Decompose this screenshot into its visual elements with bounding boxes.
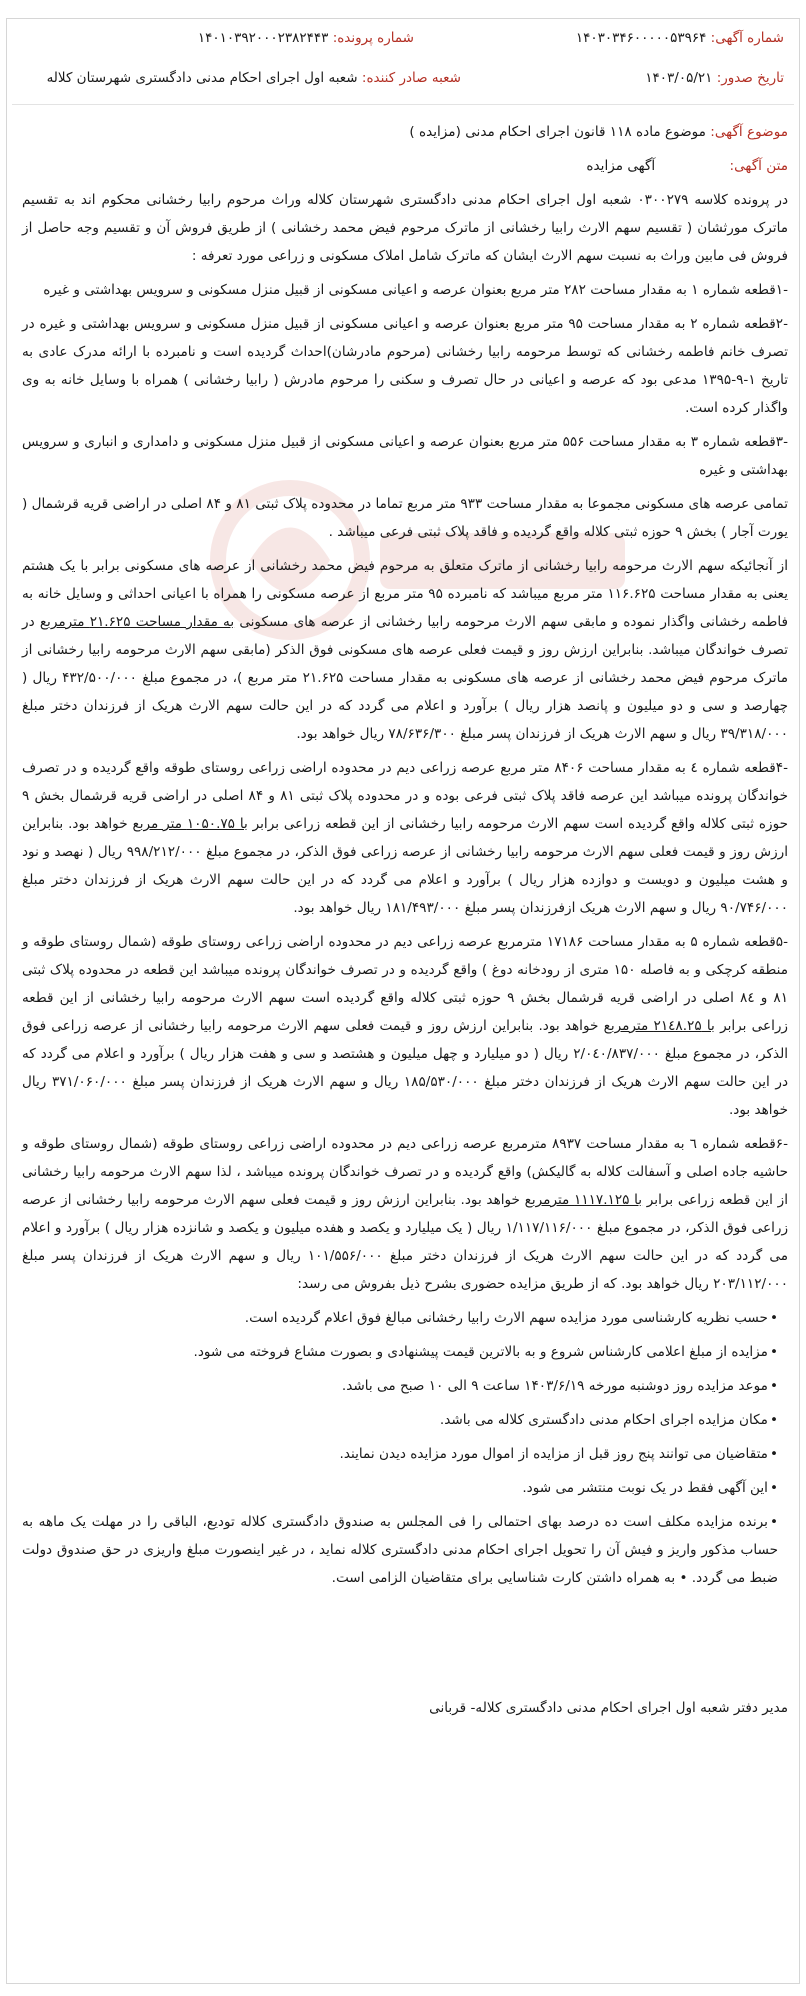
file-number-row	[198, 26, 414, 50]
underlined-area: با ۲۱٤۸.۲۵ مترمربع	[603, 1018, 715, 1034]
signature: مدیر دفتر شعبه اول اجرای احکام مدنی دادگستری کلاله- قربانی	[429, 1700, 788, 1716]
condition-item: • مکان مزایده اجرای احکام مدنی دادگستری کلاله می باشد.	[22, 1406, 788, 1434]
issuer: شعبه اول اجرای احکام مدنی دادگستری شهرستان کلاله	[46, 70, 358, 86]
residential-share-paragraph	[22, 552, 788, 748]
condition-item: • حسب نظریه کارشناسی مورد مزایده سهم الارث رابیا رخشانی مبالغ فوق اعلام گردیده است.	[22, 1304, 788, 1332]
text-run: از آنجائیکه سهم الارث مرحومه رابیا رخشانی از ماترک متعلق به مرحوم فیض محمد رخشانی از عرصه های مسکونی برابر با یک هشتم یعنی به مقدار مساحت ۱۱۶.۶۲۵ متر مربع میباشد که نامبرده ۹۵ متر مربع از عرصه مسکونی را همراه با اعیانی احداثی و وسایل خانه به فاطمه رخشانی واگذار نموده و مابقی سهم الارث مرحومه رابیا رخشانی از عرصه های مسکونی	[22, 558, 788, 630]
header-divider	[12, 104, 794, 105]
text-run: -۶قطعه شماره ٦ به مقدار مساحت ۸۹۳۷ مترمربع عرصه زراعی دیم در محدوده اراضی زراعی روستای طوقه (شمال روستای طوقه و حاشیه جاده اصلی و آسفالت کلاله به گالیکش) واقع گردیده و در تصرف خواندگان پرونده میباشد ، لذا سهم الارث مرحومه رابیا رخشانی از این قطعه زراعی برابر	[22, 1136, 788, 1208]
issue-date-label: تاریخ صدور:	[716, 70, 784, 86]
underlined-area: با ۱۰۵۰.۷۵ متر مربع	[132, 816, 248, 832]
body-title: آگهی مزایده	[586, 158, 656, 174]
text-run: در تصرف خواندگان میباشد. بنابراین ارزش روز و قیمت فعلی عرصه های مسکونی فوق الذکر (مابقی سهم الارث مرحومه رابیا رخشانی از ماترک مرحوم فیض محمد رخشانی از عرصه های مسکونی به مقدار مساحت ۲۱.۶۲۵ متر مربع )، در مجموع مبلغ ۴۳۲/۵۰۰/۰۰۰ ریال ( چهارصد و سی و دو میلیون و پانصد هزار ریال ) برآورد و اعلام می گردد که در این حالت سهم الارث هریک از فرزندان دختر مبلغ ۳۹/۳۱۸/۰۰۰ ریال و سهم الارث هریک از فرزندان پسر مبلغ ۷۸/۶۳۶/۳۰۰ ریال خواهد بود.	[22, 614, 788, 742]
issue-date: ۱۴۰۳/۰۵/۲۱	[645, 70, 713, 86]
condition-item: • این آگهی فقط در یک نوبت منتشر می شود.	[22, 1474, 788, 1502]
ad-number-row	[576, 26, 784, 50]
condition-item: • برنده مزایده مکلف است ده درصد بهای احتمالی را فی المجلس به صندوق دادگستری کلاله تودیع، الباقی را در مهلت یک ماهه به حساب مذکور واریز و فیش آن را تحویل اجرای احکام مدنی دادگستری کلاله نماید ، در غیر اینصورت مبلغ واریزی در حق صندوق دولت ضبط می گردد. • به همراه داشتن کارت شناسایی برای متقاضیان الزامی است.	[22, 1508, 788, 1592]
residential-total-paragraph: تمامی عرصه های مسکونی مجموعا به مقدار مساحت ۹۳۳ متر مربع تماما در محدوده پلاک ثبتی ۸۱ و ۸۴ اصلی در اراضی قریه قرشمال ( یورت آجار ) بخش ۹ حوزه ثبتی کلاله واقع گردیده و فاقد پلاک ثبتی فرعی میباشد .	[22, 496, 788, 540]
plot-1-paragraph: -۱قطعه شماره ۱ به مقدار مساحت ۲۸۲ متر مربع بعنوان عرصه و اعیانی مسکونی از قبیل منزل مسکونی و سرویس بهداشتی و غیره	[43, 282, 788, 298]
subject-line	[22, 118, 788, 146]
issuer-row	[47, 66, 461, 90]
issue-date-row	[645, 66, 784, 90]
ad-number: ۱۴۰۳۰۳۴۶۰۰۰۰۰۵۳۹۶۴	[575, 30, 707, 46]
condition-item: • مزایده از مبلغ اعلامی کارشناس شروع و به بالاترین قیمت پیشنهادی و بصورت مشاع فروخته می شود.	[22, 1338, 788, 1366]
ad-number-label: شماره آگهی:	[710, 30, 784, 46]
plot-2-paragraph: -۲قطعه شماره ۲ به مقدار مساحت ۹۵ متر مربع بعنوان عرصه و اعیانی مسکونی از قبیل منزل مسکونی و سرویس بهداشتی و غیره در تصرف خانم فاطمه رخشانی که توسط مرحومه رابیا رخشانی (مرحوم مادرشان)احداث گردیده است و نامبرده با ارائه مدرک عادی به تاریخ ۱-۹-۱۳۹۵ مدعی بود که عرصه و اعیانی در حال تصرف و سکنی را مرحوم مادرش ( رابیا رخشانی ) همراه با وسایل خانه به وی واگذار کرده است.	[22, 316, 789, 416]
text-run: خواهد بود. بنابراین ارزش روز و قیمت فعلی سهم الارث مرحومه رابیا رخشانی از عرصه زراعی فوق الذکر، در مجموع مبلغ ۹۹۸/۲۱۲/۰۰۰ ریال ( نهصد و نود و هشت میلیون و دویست و دوازده هزار ریال ) برآورد و اعلام می گردد که در این حالت سهم الارث هریک از فرزندان دختر مبلغ ۹۰/۷۴۶/۰۰۰ ریال و سهم الارث هریک ازفرزندان پسر مبلغ ۱۸۱/۴۹۳/۰۰۰ ریال خواهد بود.	[22, 816, 788, 916]
subject: موضوع ماده ۱۱۸ قانون اجرای احکام مدنی (مزایده )	[409, 124, 706, 140]
text-run: خواهد بود. بنابراین ارزش روز و قیمت فعلی سهم الارث مرحومه رابیا رخشانی از عرصه زراعی فوق الذکر، در مجموع مبلغ ۲/۰٤۰/۸۳۷/۰۰۰ ریال ( دو میلیارد و چهل میلیون و هشتصد و سی و هفت هزار ریال ) برآورد و اعلام می گردد که در این حالت سهم الارث هریک از فرزندان دختر مبلغ ۱۸۵/۵۳۰/۰۰۰ ریال و سهم الارث هریک از فرزندان پسر مبلغ ۳۷۱/۰۶۰/۰۰۰ ریال خواهد بود.	[22, 1018, 789, 1118]
text-run: -۴قطعه شماره ٤ به مقدار مساحت ۸۴۰۶ متر مربع عرصه زراعی دیم در محدوده اراضی زراعی روستای طوقه واقع گردیده و در تصرف خواندگان پرونده میباشد این عرصه فاقد پلاک ثبتی فرعی بوده و در محدوده پلاک ثبتی ۸۱ و ۸۴ اصلی در اراضی قریه قرشمال بخش ۹ حوزه ثبتی کلاله واقع گردیده است سهم الارث مرحومه رابیا رخشانی از این قطعه زراعی برابر	[22, 760, 789, 832]
plot-5-paragraph	[22, 928, 788, 1124]
file-number-label: شماره پرونده:	[332, 30, 414, 46]
plot-6-paragraph	[22, 1130, 788, 1298]
file-number: ۱۴۰۱۰۳۹۲۰۰۰۲۳۸۲۴۴۳	[197, 30, 329, 46]
subject-label: موضوع آگهی:	[710, 124, 788, 140]
intro-paragraph: در پرونده کلاسه ۰۳۰۰۲۷۹ شعبه اول اجرای احکام مدنی دادگستری شهرستان کلاله وراث مرحوم رابیا رخشانی محکوم اند به تقسیم ماترک مورثشان ( تقسیم سهم الارث رابیا رخشانی از ماترک مرحوم فیض محمد رخشانی ) از طریق فروش آن و تقسیم وجه حاصل از فروش فی مابین وراث به نسبت سهم الارث ایشان که ماترک شامل املاک مسکونی و زراعی مورد تعرفه :	[22, 192, 789, 264]
issuer-label: شعبه صادر کننده:	[361, 70, 461, 86]
underlined-area: به مقدار مساحت ۲۱.۶۲۵ مترمربع	[39, 614, 235, 630]
plot-4-paragraph	[22, 754, 788, 922]
body-label: متن آگهی:	[729, 158, 788, 174]
body-title-line	[22, 152, 788, 180]
text-run: -۵قطعه شماره ۵ به مقدار مساحت ۱۷۱۸۶ مترمربع عرصه زراعی دیم در محدوده اراضی زراعی روستای طوقه (شمال روستای طوقه و منطقه کرچکی و به فاصله ۱۵۰ متری از رودخانه دوغ ) واقع گردیده و در تصرف خواندگان پرونده میباشد این قطعه در محدوده پلاک ثبتی ۸۱ و ۸٤ اصلی در اراضی قریه قرشمال بخش ۹ حوزه ثبتی کلاله واقع گردیده است سهم الارث مرحومه رابیا رخشانی از این قطعه زراعی برابر	[22, 934, 789, 1034]
plot-3-paragraph: -۳قطعه شماره ۳ به مقدار مساحت ۵۵۶ متر مربع بعنوان عرصه و اعیانی مسکونی از قبیل منزل مسکونی و دامداری و انباری و سرویس بهداشتی و غیره	[22, 434, 789, 478]
condition-item: • متقاضیان می توانند پنج روز قبل از مزایده از اموال مورد مزایده دیدن نمایند.	[22, 1440, 788, 1468]
ad-content	[22, 118, 788, 1598]
underlined-area: با ۱۱۱۷.۱۲۵ مترمربع	[524, 1192, 643, 1208]
text-run: خواهد بود. بنابراین ارزش روز و قیمت فعلی سهم الارث مرحومه رابیا رخشانی از عرصه زراعی فوق الذکر، در مجموع مبلغ ۱/۱۱۷/۱۱۶/۰۰۰ ریال ( یک میلیارد و یکصد و هفده میلیون و یکصد و شانزده هزار ریال ) برآورد و اعلام می گردد که در این حالت سهم الارث هریک از فرزندان دختر مبلغ ۱۰۱/۵۵۶/۰۰۰ ریال و سهم الارث هریک از فرزندان پسر مبلغ ۲۰۳/۱۱۲/۰۰۰ ریال خواهد بود. که از طریق مزایده حضوری بشرح ذیل بفروش می رسد:	[22, 1192, 789, 1292]
condition-item: • موعد مزایده روز دوشنبه مورخه ۱۴۰۳/۶/۱۹ ساعت ۹ الی ۱۰ صبح می باشد.	[22, 1372, 788, 1400]
